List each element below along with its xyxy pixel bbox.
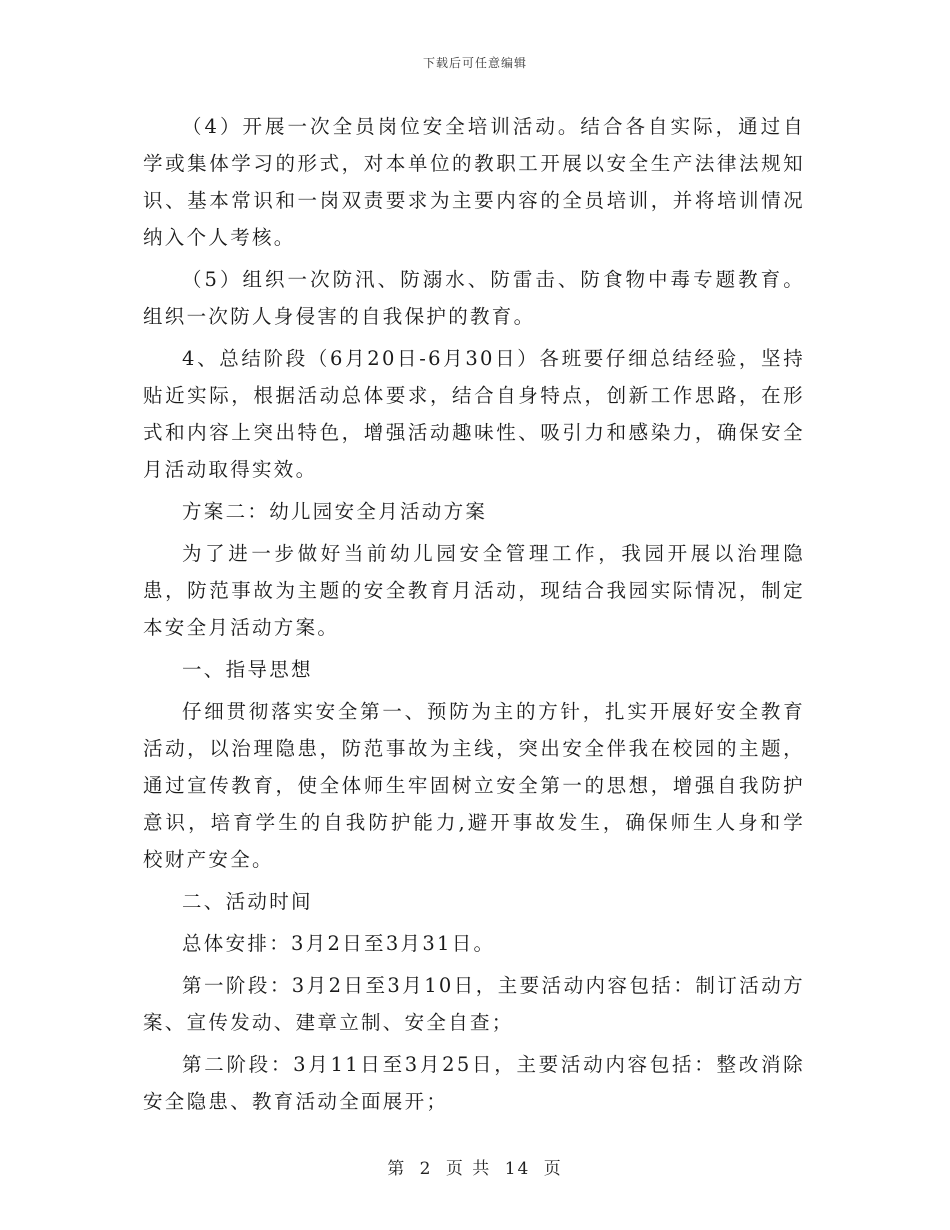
section-heading-guiding-thought: 一、指导思想 (182, 658, 313, 681)
page-footer-pagination (0, 1154, 950, 1179)
paragraph-plan-intro: 为了进一步做好当前幼儿园安全管理工作，我园开展以治理隐患，防范事故为主题的安全教育月活动，现结合我园实际情况，制定本安全月活动方案。 (143, 542, 805, 639)
page-total-number: 14 (504, 1159, 531, 1179)
section-heading-activity-time: 二、活动时间 (182, 890, 313, 913)
page-middle-text: 页 共 (445, 1159, 492, 1179)
paragraph-stage-two: 第二阶段：3月11日至3月25日，主要活动内容包括：整改消除安全隐患、教育活动全面展开； (143, 1053, 805, 1113)
page-current-number: 2 (419, 1159, 433, 1179)
paragraph-item-5-education: （5）组织一次防汛、防溺水、防雷击、防食物中毒专题教育。组织一次防人身侵害的自我保护的教育。 (143, 268, 805, 328)
page-prefix: 第 (387, 1159, 407, 1179)
paragraph-overall-schedule: 总体安排：3月2日至3月31日。 (182, 932, 496, 955)
paragraph-stage-one: 第一阶段：3月2日至3月10日，主要活动内容包括：制订活动方案、宣传发动、建章立制、安全自查； (143, 974, 805, 1034)
paragraph-guiding-thought: 仔细贯彻落实安全第一、预防为主的方针，扎实开展好安全教育活动，以治理隐患，防范事故为主线，突出安全伴我在校园的主题，通过宣传教育，使全体师生牢固树立安全第一的思想，增强自我防护意识，培育学生的自我防护能力,避开事故发生，确保师生人身和学校财产安全。 (143, 700, 805, 871)
page-suffix: 页 (543, 1159, 563, 1179)
section-title-plan-two: 方案二：幼儿园安全月活动方案 (182, 500, 488, 523)
paragraph-summary-stage: 4、总结阶段（6月20日-6月30日）各班要仔细总结经验，坚持贴近实际，根据活动总体要求，结合自身特点，创新工作思路，在形式和内容上突出特色，增强活动趣味性、吸引力和感染力，确保安全月活动取得实效。 (143, 347, 805, 481)
paragraph-item-4-training: （4）开展一次全员岗位安全培训活动。结合各自实际，通过自学或集体学习的形式，对本单位的教职工开展以安全生产法律法规知识、基本常识和一岗双责要求为主要内容的全员培训，并将培训情况纳入个人考核。 (143, 115, 805, 249)
document-body (143, 108, 805, 1125)
page-header-note: 下载后可任意编辑 (422, 56, 527, 70)
